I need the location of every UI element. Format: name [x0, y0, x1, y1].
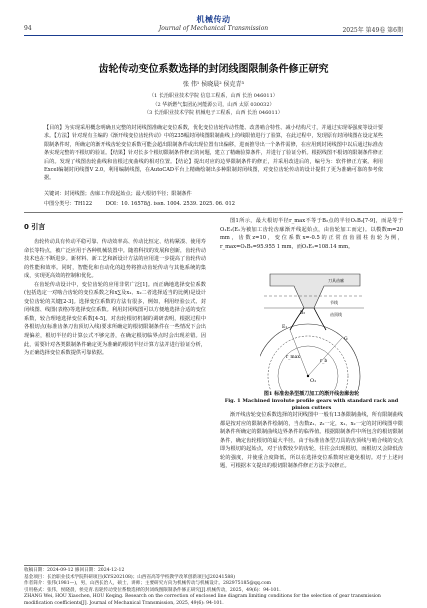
label-cutter: 刀具齿廓	[328, 278, 344, 283]
figure-caption	[220, 391, 403, 412]
abstract: 【目的】为实现采用概念明确且完整的封闭线图准确定变位系数，优化变位齿轮传动性能、改善啮合特性、减小结构尺寸，并通过实现零强度等设计要求。【方法】针对现有主编的《渐开线变位齿轮传动》中的235幅封闭线图限制曲线上的线限值进行了验算，在此过程中，发现原有封闭线图在设定某些限制条件时，所确定的渐开线齿轮变位系数可能会超出限制条件或出现位置有出偏移，进而推导出一个条件需修，在应用到封闭线图中以后通过标准齿条实现完整的不根切的验证。【结果】针对长多个根切限制条件修正的问题，建立了精确验算条件，并进行了验证分析。根据线图不根切的限制条件修正后的。发现了线图齿轮曲线和齿根过度曲线的相对位置。【结论】提出对应的边界限制条件的修正，并采用改进后的，编号为：软件修正方案。利用Excel编制封闭线图V 2.0，利用编制线图，在AutoCAD平台上精确绘制出多种限制封闭线图，对变位齿轮传动的设计提供了更为准确可靠的参考依据。	[44, 125, 383, 182]
affiliations	[0, 92, 427, 118]
figure-caption-en: Fig. 1 Machined involute profile gears with standard rack and pinion cutters	[224, 398, 399, 411]
affiliation: （1 长治职业技术学院 信息工程系，山西 长治 046011）	[149, 93, 278, 99]
body-paragraph: 在齿轮传动设计中，变位齿轮的应用非常广泛[1]。而正确地选择变位系数(包括选定一对啮合齿轮的变位系数之和x∑及x₁、x₂二者选择适当的比例)是设计变位齿轮的关键[2-3]。选择变位系数的方法有很多，例如，利用经验公式、封闭线图、线图(表格)等选择变位系数。利用封闭线图可以方便地选择合适的变位系数，较合理地选择变位系数[4-5]。对齿轮根切机制的调研表明，根据过程中各根切点(标准齿条刀齿顶切入线)要求所确定的根切限制条件在一些情况下会出现偏差，根切半径的计算公式不够完善，在确定根切临界点时会出现差错。因此，需要针对各类限制条件确定更为准确的根切半径计算方法并进行验证分析，为正确选择变位系数提供可靠依据。	[24, 281, 206, 357]
figure-1-diagram	[260, 268, 368, 390]
body-paragraph: 图1所示，最大根切半径r_max不等于B₂点的半径O₁B₂[7-9]，而是等于O₁E₁(E₁为被加工齿轮齿廓渐开线起始点，由齿轮加工而定)。以模数m=20 mm，齿数z=10，变位系数x=-0.5的正常直齿圆柱齿轮为例，r_max=O₁B₂=95.955 1 mm，而O₁E₁=108.14 mm。	[220, 218, 403, 250]
header-rule	[24, 35, 403, 36]
issue-info: 2025年 第49卷 第6期	[342, 27, 403, 34]
footnote-citation-cn: 引用格式：张伟，侯晓晨，侯克青.齿轮传动变位系数选择的封闭线图限制条件修正研究[J].机械传动，2025，49(6)：94-101.	[24, 587, 281, 593]
label-tip: 齿顶线	[330, 312, 342, 317]
footnote-dates: 收稿日期：2024-09-12 修回日期：2024-12-12	[24, 568, 125, 573]
page-number: 94	[24, 25, 32, 32]
label-o1: O₁	[310, 378, 317, 384]
footnote-author: 作者简介：张伟(1981—)，男，山西长治人，硕士，讲师；主要研究方向为机械传动与机械设计。282975185@qq.com	[24, 581, 271, 587]
label-e1: E₁	[282, 325, 288, 330]
section-rule	[24, 212, 403, 213]
clc-number: 中图分类号：TH122	[44, 201, 93, 207]
footnote-rule	[24, 565, 104, 566]
left-column	[24, 238, 206, 358]
footnotes	[24, 568, 403, 608]
footnote-citation-en: ZHANG Wei, HOU Xiaochen, HOU Keqing. Research on the correction of enclosed line diagram limiting conditions for the selection of gear transmission modification coefficients[J]. Journal of Mechanical Transmission, 2025, 49(6): 94-101.	[24, 594, 381, 606]
label-rb: r_b	[320, 359, 328, 364]
journal-name-en: Journal of Mechanical Transmission	[158, 25, 269, 32]
label-rmax: r_max	[286, 355, 300, 360]
body-paragraph: 齿轮传动具有传动平稳可靠、传动效率高、传动比恒定、结构紧凑、使用寿命长等特点，被广泛应用于各种机械装置中。随着科技的发展和创新，齿轮传动技术也在不断进步。新材料、新工艺和新设计方法的应用进一步提高了齿轮传动的性能和效率。同时，智能化和自动化的趋势将推动齿轮传动与其他系统的集成，实现更高效的控制和优化。	[24, 239, 206, 280]
body-paragraph: 渐开线齿轮变位系数选择的封闭线图中一般有13条限制曲线，所有限制曲线都是按对应的限制条件绘制的，当齿数z₁、z₂一定，x₁、x₂一定的封闭线图中限制条件所确定的限制曲线边界条件的临界值。根据限制条件中所包含的根切限制条件，确定齿轮根切的最大半径。由于标准齿条型刀具的齿顶线与啮合线的交点即为根切的起始点，对于齿数较少的齿轮，往往会出现根切，而根切又会降低齿轮的强度，并使重合度降低，所以在选择变位系数时应避免根切。对于上述问题，可根据本文提出的根切限制条件修正方法予以修正。	[220, 412, 403, 470]
figure-caption-cn: 图1 标准齿条型插刀加工的渐开线齿廓齿轮	[263, 391, 360, 397]
footnote-fund: 基金项目：长治职业技术学院科研项目(KYS202108)；山西省高等学校教学改革创新项目(J20241588)	[24, 574, 236, 580]
section-heading: 0 引言	[24, 223, 46, 231]
affiliation: （3 长治职业技术学院 机械电子工程系，山西 长治 046011）	[144, 110, 283, 117]
keywords: 关键词：封闭线图；齿廓工作段起始点；最大根切半径；限制条件	[44, 191, 192, 197]
right-column-bottom	[220, 411, 403, 471]
label-b2: B₂	[300, 311, 306, 316]
right-column-top	[220, 217, 403, 251]
affiliation: （2 华新燃气集团沁河能源公司，山西 太原 030032）	[152, 101, 275, 108]
journal-name: 机械传动	[196, 15, 231, 24]
author-list: 张 伟¹ 侯晓晨² 侯克青³	[183, 81, 244, 88]
label-g: G	[344, 337, 348, 342]
doi: DOI：10. 16578/j. issn. 1004. 2539. 2025. 06. 012	[105, 201, 235, 207]
article-title: 齿轮传动变位系数选择的封闭线图限制条件修正研究	[98, 64, 329, 75]
label-pitch: 节线	[330, 300, 338, 305]
classification-line	[44, 200, 383, 207]
